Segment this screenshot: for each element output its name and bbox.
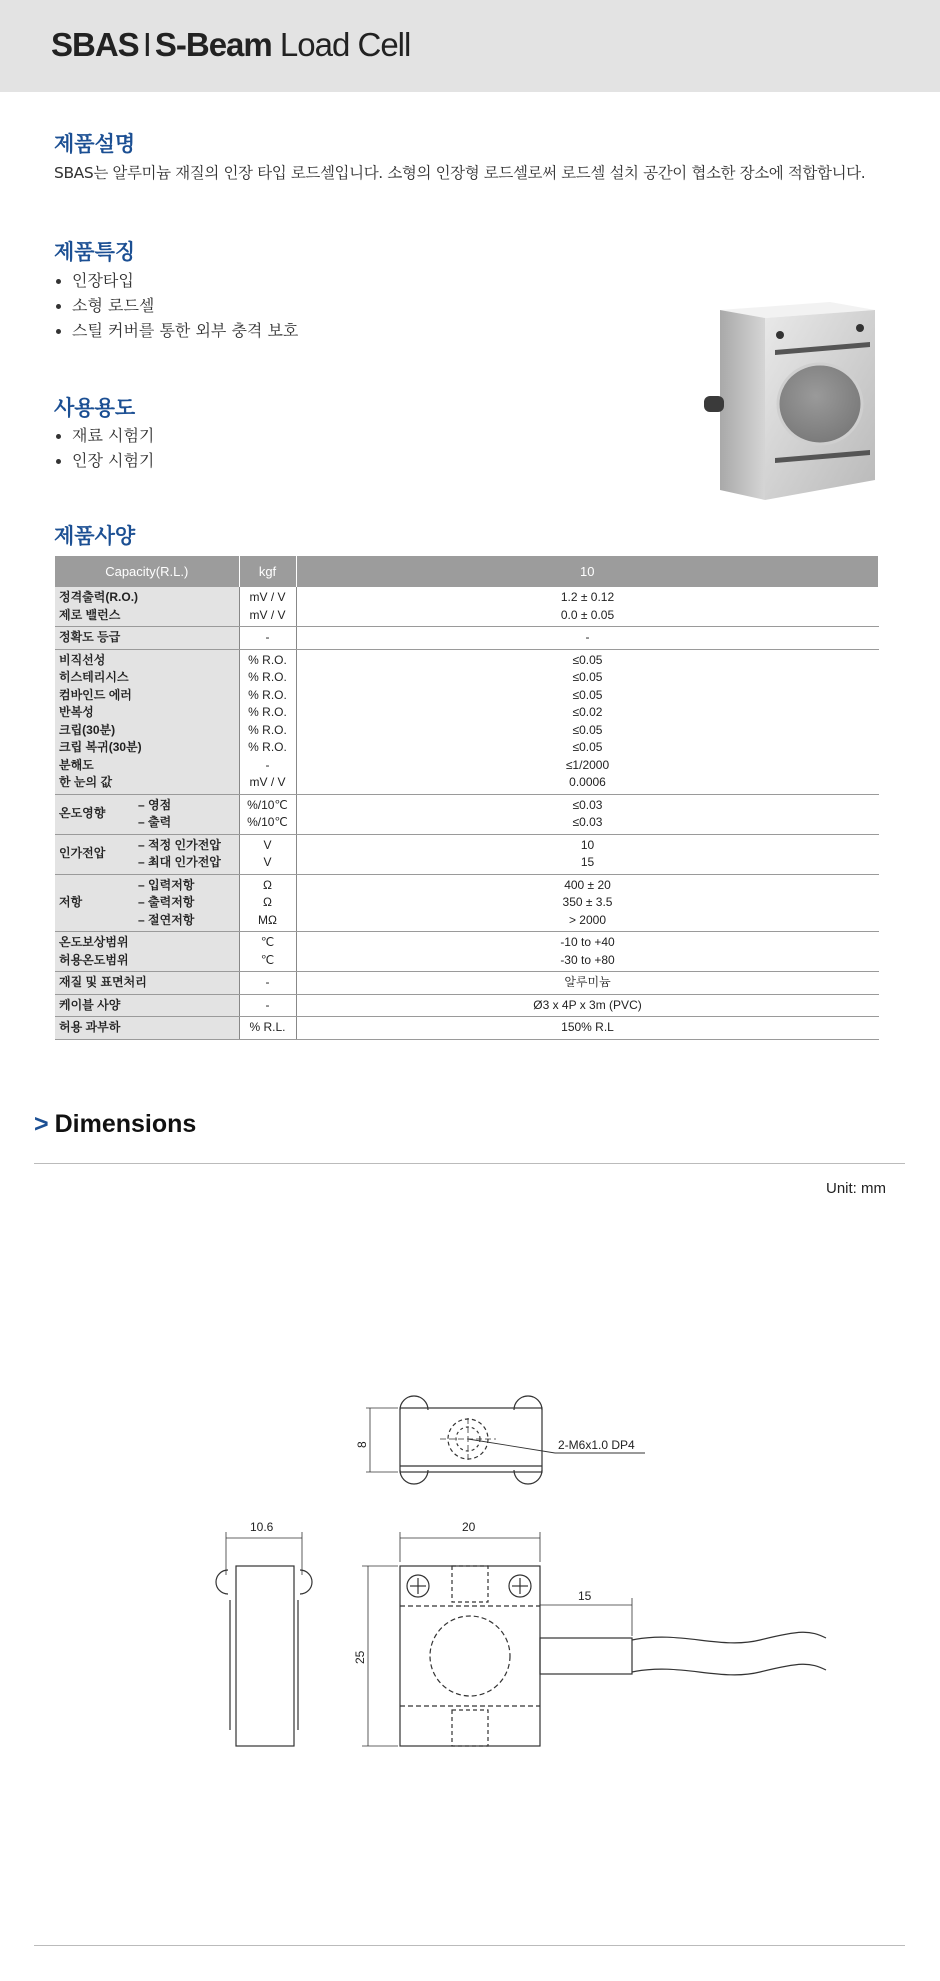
usage-heading: 사용용도 — [54, 396, 136, 420]
page-header — [0, 0, 940, 92]
table-header-row — [55, 556, 879, 587]
front-height-label: 25 — [353, 1650, 367, 1664]
description-text: SBAS는 알루미늄 재질의 인장 타입 로드셀입니다. 소형의 인장형 로드셀로써 로드셀 설치 공간이 협소한 장소에 적합합니다. — [54, 164, 866, 182]
table-row: 재질 및 표면처리 - 알루미늄 — [55, 972, 879, 995]
unit-label: Unit: mm — [826, 1180, 886, 1197]
description-heading: 제품설명 — [54, 132, 136, 156]
divider — [34, 1163, 905, 1164]
list-item: 인장타입 — [54, 268, 298, 293]
side-width-label: 10.6 — [250, 1520, 274, 1534]
dimensions-heading: > Dimensions — [34, 1110, 197, 1138]
table-row: 정격출력(R.O.) 제로 밸런스 mV / V mV / V 1.2 ± 0.12 0.0 ± 0.05 — [55, 587, 879, 627]
front-width-label: 20 — [462, 1520, 476, 1534]
spec-table — [55, 556, 879, 1040]
table-row: 온도영향 – 영점 – 출력 %/10℃ %/10℃ ≤0.03 ≤0.03 — [55, 794, 879, 834]
chevron-right-icon: > — [34, 1110, 49, 1138]
page-title: SBAS I S-Beam Load Cell — [51, 26, 411, 63]
list-item: 소형 로드셀 — [54, 293, 298, 318]
features-heading: 제품특징 — [54, 240, 136, 264]
hole-spec-label: 2-M6x1.0 DP4 — [558, 1438, 635, 1452]
product-image — [700, 290, 890, 510]
table-row: 비직선성 히스테리시스 컴바인드 에러 반복성 크립(30분) 크립 복귀(30분) 분해도 한 눈의 값 % R.O. % R.O. % R.O. % R.O. % R.O. % R.O. - mV / V ≤0.05 ≤0.05 ≤0.05 ≤0.02 ≤0.05 ≤0.05 ≤1/2000 0.0006 — [55, 649, 879, 794]
list-item: 스틸 커버를 통한 외부 충격 보호 — [54, 318, 298, 343]
unit-header: kgf — [239, 556, 296, 587]
features-list — [54, 268, 298, 343]
table-row: 정확도 등급 - - — [55, 627, 879, 650]
divider — [34, 1945, 905, 1946]
table-row: 온도보상범위 허용온도범위 ℃ ℃ -10 to +40 -30 to +80 — [55, 932, 879, 972]
table-row: 케이블 사양 - Ø3 x 4P x 3m (PVC) — [55, 994, 879, 1017]
list-item: 인장 시험기 — [54, 448, 154, 473]
spec-heading: 제품사양 — [54, 524, 136, 548]
usage-list — [54, 423, 154, 473]
dimension-drawing — [200, 1390, 840, 1770]
top-height-label: 8 — [355, 1441, 369, 1448]
cable-length-label: 15 — [578, 1589, 592, 1603]
side-view — [216, 1532, 312, 1746]
list-item: 재료 시험기 — [54, 423, 154, 448]
table-row: 저항 – 입력저항 – 출력저항 – 절연저항 Ω Ω MΩ 400 ± 20 350 ± 3.5 > 2000 — [55, 874, 879, 932]
table-row: 허용 과부하 % R.L. 150% R.L — [55, 1017, 879, 1040]
front-view — [362, 1532, 826, 1746]
capacity-header: Capacity(R.L.) — [55, 556, 239, 587]
value-header: 10 — [296, 556, 879, 587]
table-row: 인가전압 – 적정 인가전압 – 최대 인가전압 V V 10 15 — [55, 834, 879, 874]
